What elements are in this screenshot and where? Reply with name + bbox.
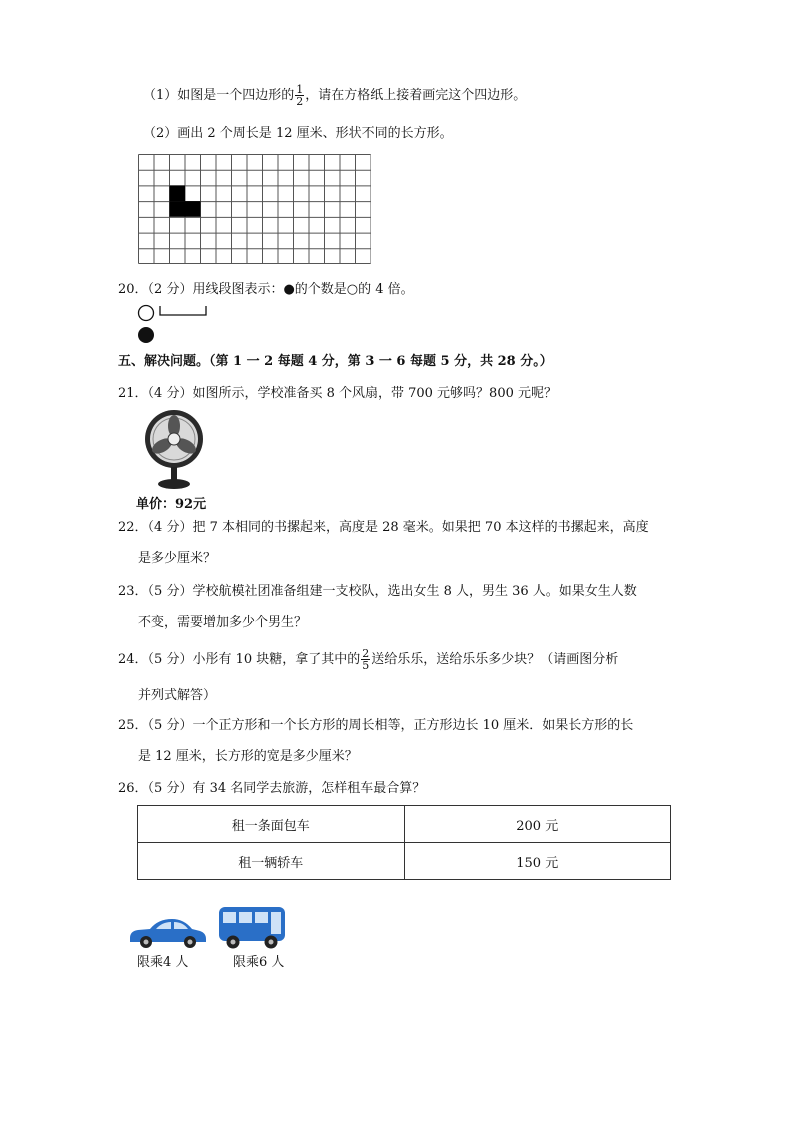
- car-capacity-label: 限乘4 人: [137, 955, 189, 970]
- filled-square: [170, 201, 186, 217]
- q24-fraction-numerator: 2: [362, 647, 370, 660]
- car-icon: [126, 914, 208, 950]
- q22-line1: 22．（4 分）把 7 本相同的书摞起来，高度是 28 毫米。如果把 70 本这样的书摞起来，高度: [118, 520, 649, 535]
- q24-before: 24．（5 分）小彤有 10 块糖，拿了其中的: [118, 652, 361, 667]
- filled-circle-icon: [138, 327, 154, 343]
- q24-after: 送给乐乐，送给乐乐多少块？（请画图分析: [371, 652, 619, 667]
- van-capacity-label: 限乘6 人: [233, 955, 285, 970]
- q19-fraction: [295, 84, 304, 107]
- q24-fraction-denominator: 5: [362, 659, 370, 672]
- filled-square: [185, 201, 201, 217]
- q20-text: 20．（2 分）用线段图表示：●的个数是○的 4 倍。: [118, 282, 414, 297]
- van-icon: [217, 904, 287, 950]
- q25-line1: 25．（5 分）一个正方形和一个长方形的周长相等，正方形边长 10 厘米．如果长方形的长: [118, 718, 634, 733]
- table-cell: 200 元: [404, 806, 671, 843]
- q19-fraction-numerator: 1: [296, 83, 304, 96]
- q20-segment-diagram: [136, 303, 216, 345]
- table-cell: 租一条面包车: [138, 806, 405, 843]
- q24-line2: 并列式解答）: [138, 688, 217, 703]
- square-grid: [138, 154, 371, 264]
- q19-part2: （2）画出 2 个周长是 12 厘米、形状不同的长方形。: [143, 126, 453, 141]
- q19-part1: [143, 84, 526, 107]
- table-row: [138, 843, 671, 880]
- table-cell: 150 元: [404, 843, 671, 880]
- q24-line1: [118, 648, 618, 671]
- section-5-heading: 五、解决问题。（第 1 一 2 每题 4 分，第 3 一 6 每题 5 分，共 28 分。）: [118, 354, 553, 369]
- q25-line2: 是 12 厘米，长方形的宽是多少厘米？: [138, 749, 358, 764]
- q23-line2: 不变，需要增加多少个男生？: [138, 615, 308, 630]
- q22-line2: 是多少厘米？: [138, 551, 217, 566]
- table-row: [138, 806, 671, 843]
- q19-fraction-denominator: 2: [296, 95, 304, 108]
- segment-line: [160, 306, 206, 315]
- table-cell: 租一辆轿车: [138, 843, 405, 880]
- q26-text: 26．（5 分）有 34 名同学去旅游，怎样租车最合算？: [118, 781, 426, 796]
- fan-icon: [142, 409, 206, 495]
- filled-square: [170, 185, 186, 201]
- rental-price-table: [137, 805, 671, 880]
- q19-part1-after: ，请在方格纸上接着画完这个四边形。: [305, 88, 527, 103]
- hollow-circle-icon: [139, 306, 154, 321]
- q23-line1: 23．（5 分）学校航模社团准备组建一支校队，选出女生 8 人，男生 36 人。如果女生人数: [118, 584, 637, 599]
- q21-text: 21．（4 分）如图所示，学校准备买 8 个风扇，带 700 元够吗？800 元呢？: [118, 386, 558, 401]
- fan-price-label: 单价：92元: [136, 497, 207, 512]
- q19-part1-before: （1）如图是一个四边形的: [143, 88, 295, 103]
- q24-fraction: [361, 648, 370, 671]
